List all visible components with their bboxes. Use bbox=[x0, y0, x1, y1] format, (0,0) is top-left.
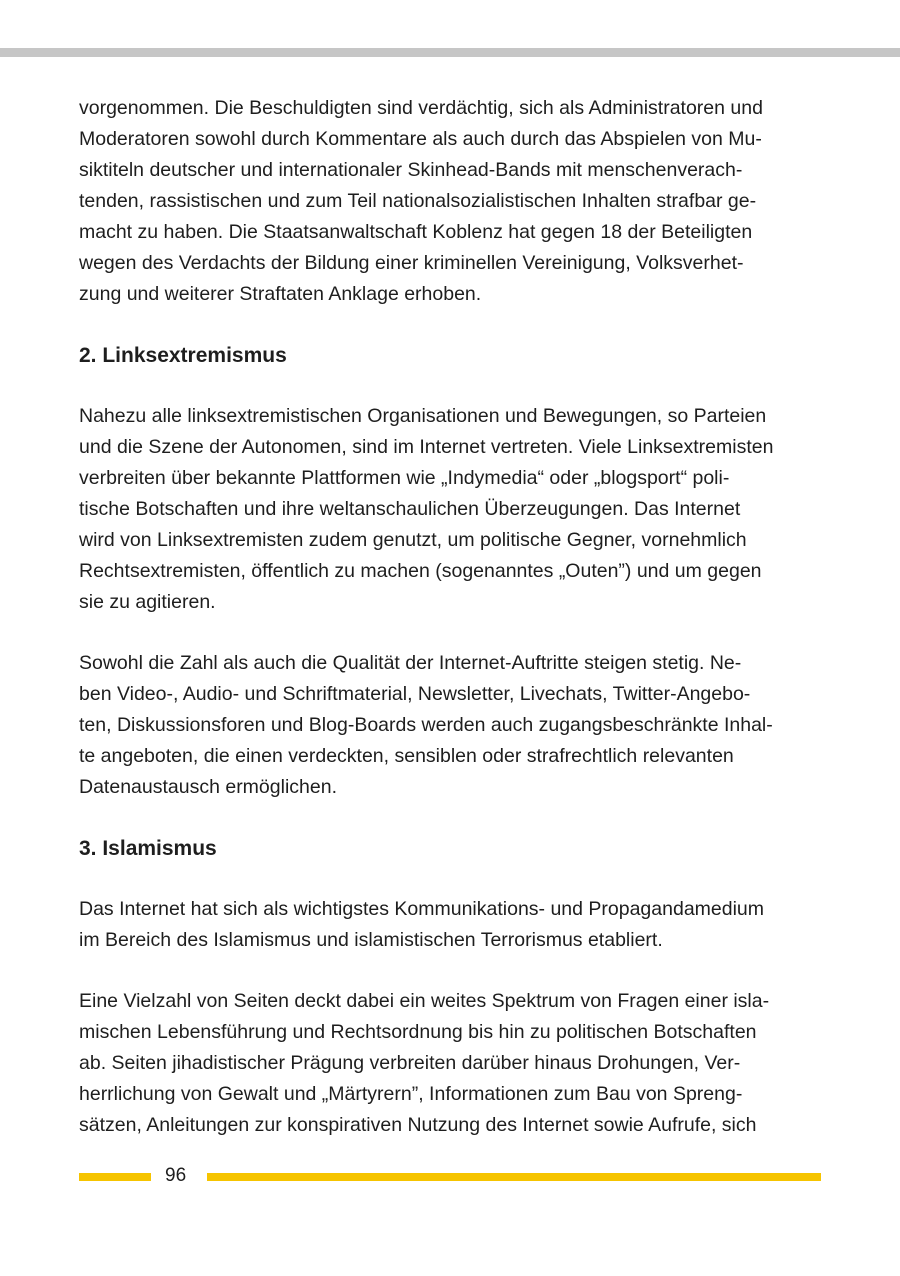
paragraph-linksextremismus-1 bbox=[79, 401, 824, 618]
text-line: ab. Seiten jihadistischer Prägung verbreiten darüber hinaus Drohungen, Ver- bbox=[79, 1052, 741, 1074]
text-line: Eine Vielzahl von Seiten deckt dabei ein weites Spektrum von Fragen einer isla- bbox=[79, 990, 770, 1012]
text-line: sie zu agitieren. bbox=[79, 591, 216, 613]
text-line: Datenaustausch ermöglichen. bbox=[79, 776, 337, 798]
text-line: wird von Linksextremisten zudem genutzt, um politische Gegner, vornehmlich bbox=[79, 529, 747, 551]
page-content bbox=[79, 93, 824, 1171]
text-line: im Bereich des Islamismus und islamistischen Terrorismus etabliert. bbox=[79, 929, 663, 951]
text-line: tenden, rassistischen und zum Teil nationalsozialistischen Inhalten strafbar ge- bbox=[79, 190, 757, 212]
paragraph-islamismus-1 bbox=[79, 894, 824, 956]
text-line: Moderatoren sowohl durch Kommentare als auch durch das Abspielen von Mu- bbox=[79, 128, 762, 150]
paragraph-continued bbox=[79, 93, 824, 310]
text-line: mischen Lebensführung und Rechtsordnung bis hin zu politischen Botschaften bbox=[79, 1021, 757, 1043]
text-line: Das Internet hat sich als wichtigstes Kommunikations- und Propagandamedium bbox=[79, 898, 765, 920]
text-line: siktiteln deutscher und internationaler Skinhead-Bands mit menschenverach- bbox=[79, 159, 743, 181]
text-line: Nahezu alle linksextremistischen Organisationen und Bewegungen, so Parteien bbox=[79, 405, 767, 427]
footer-accent-bar-right bbox=[207, 1173, 821, 1181]
section-heading-linksextremismus: 2. Linksextremismus bbox=[79, 344, 287, 367]
page-footer bbox=[79, 1163, 821, 1189]
section-heading-islamismus: 3. Islamismus bbox=[79, 837, 217, 860]
text-line: ten, Diskussionsforen und Blog-Boards werden auch zugangsbeschränkte Inhal- bbox=[79, 714, 773, 736]
text-line: vorgenommen. Die Beschuldigten sind verdächtig, sich als Administratoren und bbox=[79, 97, 763, 119]
text-line: wegen des Verdachts der Bildung einer kriminellen Vereinigung, Volksverhet- bbox=[79, 252, 744, 274]
text-line: macht zu haben. Die Staatsanwaltschaft Koblenz hat gegen 18 der Beteiligten bbox=[79, 221, 753, 243]
footer-accent-bar-left bbox=[79, 1173, 151, 1181]
page-number: 96 bbox=[165, 1165, 187, 1186]
text-line: Rechtsextremisten, öffentlich zu machen (sogenanntes „Outen”) und um gegen bbox=[79, 560, 762, 582]
top-rule bbox=[0, 48, 900, 57]
text-line: sätzen, Anleitungen zur konspirativen Nutzung des Internet sowie Aufrufe, sich bbox=[79, 1114, 757, 1136]
paragraph-linksextremismus-2 bbox=[79, 648, 824, 803]
text-line: te angeboten, die einen verdeckten, sensiblen oder strafrechtlich relevanten bbox=[79, 745, 734, 767]
text-line: herrlichung von Gewalt und „Märtyrern”, Informationen zum Bau von Spreng- bbox=[79, 1083, 743, 1105]
text-line: verbreiten über bekannte Plattformen wie „Indymedia“ oder „blogsport“ poli- bbox=[79, 467, 730, 489]
text-line: zung und weiterer Straftaten Anklage erhoben. bbox=[79, 283, 482, 305]
paragraph-islamismus-2 bbox=[79, 986, 824, 1141]
text-line: ben Video-, Audio- und Schriftmaterial, Newsletter, Livechats, Twitter-Angebo- bbox=[79, 683, 751, 705]
text-line: Sowohl die Zahl als auch die Qualität der Internet-Auftritte steigen stetig. Ne- bbox=[79, 652, 742, 674]
text-line: tische Botschaften und ihre weltanschaulichen Überzeugungen. Das Internet bbox=[79, 498, 741, 520]
text-line: und die Szene der Autonomen, sind im Internet vertreten. Viele Linksextremisten bbox=[79, 436, 774, 458]
